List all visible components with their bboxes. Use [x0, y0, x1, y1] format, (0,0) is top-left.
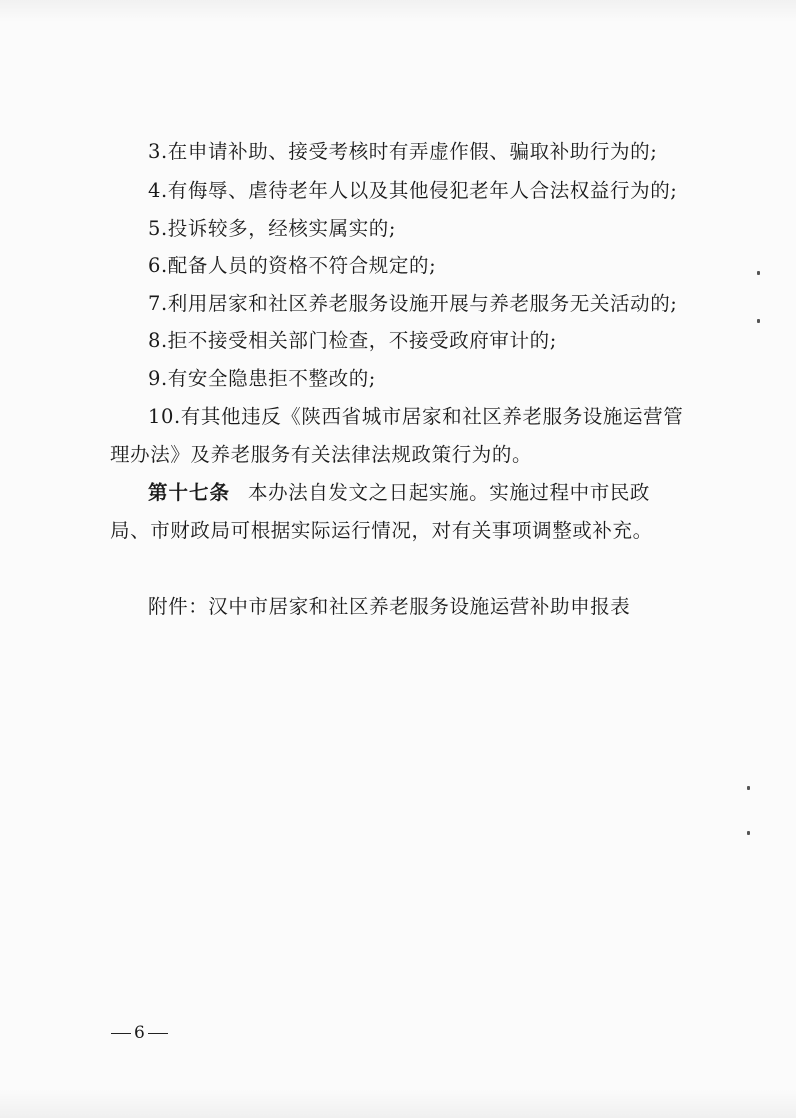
- list-item-7: 7.利用居家和社区养老服务设施开展与养老服务无关活动的;: [148, 292, 678, 315]
- list-item-3: 3.在申请补助、接受考核时有弄虚作假、骗取补助行为的;: [148, 140, 658, 163]
- list-item-9: 9.有安全隐患拒不整改的;: [148, 367, 376, 390]
- dash-left: [111, 1033, 131, 1034]
- scan-speck: [757, 271, 760, 275]
- page-number: 6: [134, 1023, 145, 1043]
- list-item-10: 10.有其他违反《陕西省城市居家和社区养老服务设施运营管: [148, 405, 684, 428]
- scan-speck: [757, 319, 760, 323]
- article-17-line-2: 局、市财政局可根据实际运行情况，对有关事项调整或补充。: [110, 519, 653, 542]
- list-item-6: 6.配备人员的资格不符合规定的;: [148, 254, 437, 277]
- scan-speck: [747, 831, 750, 835]
- list-item-5: 5.投诉较多，经核实属实的;: [148, 217, 397, 240]
- article-17-text: 本办法自发文之日起实施。实施过程中市民政: [248, 481, 651, 504]
- article-17-heading: 第十七条: [148, 481, 231, 504]
- list-item-10-continuation: 理办法》及养老服务有关法律法规政策行为的。: [110, 443, 533, 466]
- scan-speck: [747, 786, 750, 790]
- dash-right: [148, 1033, 168, 1034]
- article-17-line-1: [148, 477, 748, 509]
- page-footer: [108, 1021, 171, 1045]
- list-item-8: 8.拒不接受相关部门检查，不接受政府审计的;: [148, 329, 557, 352]
- list-item-4: 4.有侮辱、虐待老年人以及其他侵犯老年人合法权益行为的;: [148, 179, 678, 202]
- attachment-note: 附件：汉中市居家和社区养老服务设施运营补助申报表: [148, 595, 631, 618]
